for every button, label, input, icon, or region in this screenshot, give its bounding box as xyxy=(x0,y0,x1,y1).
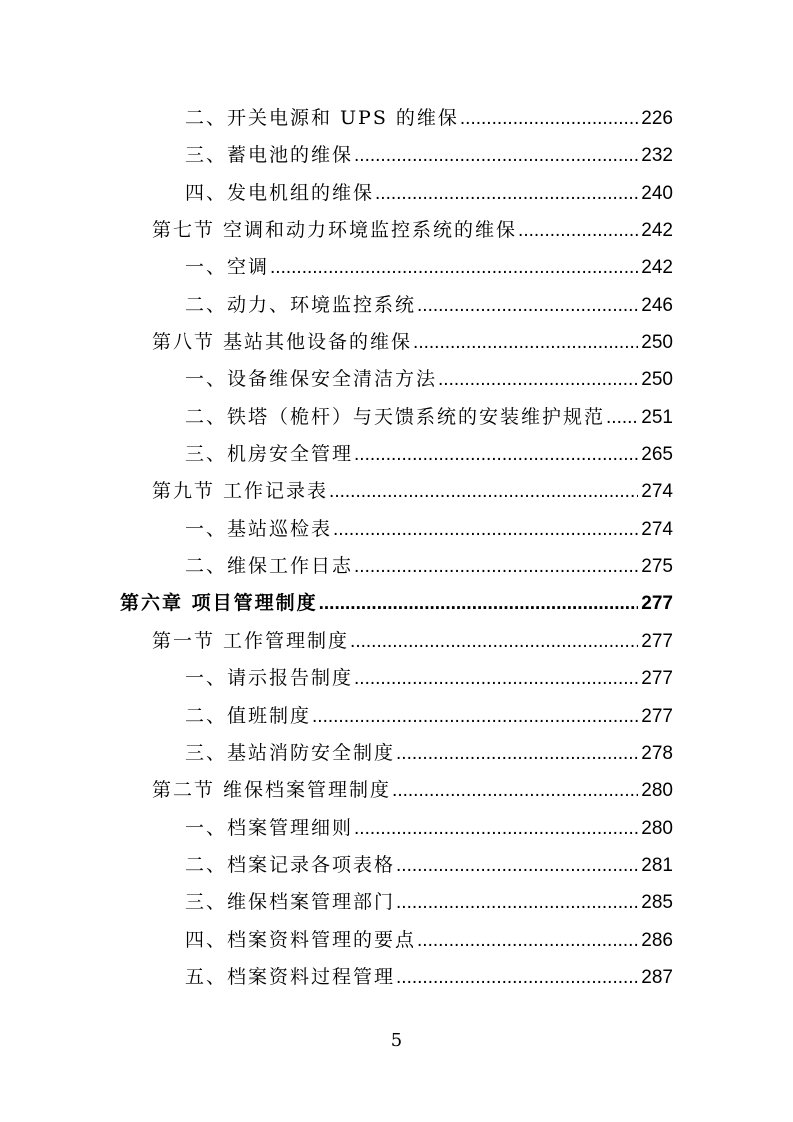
toc-entry-title: 二、档案记录各项表格 xyxy=(185,853,396,876)
toc-entry xyxy=(0,249,793,286)
toc-entry xyxy=(0,959,793,996)
toc-entry xyxy=(0,922,793,959)
toc-entry-title: 一、档案管理细则 xyxy=(185,816,354,839)
toc-entry xyxy=(0,287,793,324)
toc-entry-title: 四、档案资料管理的要点 xyxy=(185,928,417,951)
toc-entry-page: 274 xyxy=(641,481,673,503)
toc-entry xyxy=(0,810,793,847)
toc-dot-leader xyxy=(396,735,638,772)
toc-dot-leader xyxy=(417,922,638,959)
toc-entry-page: 265 xyxy=(641,444,673,466)
toc-entry-page: 232 xyxy=(641,145,673,167)
toc-entry-title: 三、维保档案管理部门 xyxy=(185,891,396,914)
toc-entry-title: 二、开关电源和 UPS 的维保 xyxy=(185,107,459,129)
toc-entry-page: 277 xyxy=(641,668,673,690)
toc-entry-page: 240 xyxy=(641,182,673,204)
toc-entry-title: 二、动力、环境监控系统 xyxy=(185,293,417,316)
toc-entry-page: 280 xyxy=(641,817,673,839)
toc-entry-page: 281 xyxy=(641,854,673,876)
toc-entry-title: 三、基站消防安全制度 xyxy=(185,741,396,764)
toc-entry-title: 三、蓄电池的维保 xyxy=(185,144,354,167)
toc-chapter-title: 第六章 项目管理制度 xyxy=(120,592,318,615)
toc-entry-page: 250 xyxy=(641,369,673,391)
toc-entry xyxy=(0,137,793,174)
toc-dot-leader xyxy=(396,959,638,996)
toc-entry-page: 226 xyxy=(641,108,673,129)
toc-entry-title: 一、基站巡检表 xyxy=(185,517,333,540)
toc-entry-page: 274 xyxy=(641,518,673,540)
toc-entry-page: 250 xyxy=(641,332,673,354)
toc-entry-title: 一、空调 xyxy=(185,256,270,279)
toc-entry-page: 242 xyxy=(641,257,673,279)
toc-entry xyxy=(0,361,793,398)
toc-dot-leader xyxy=(460,100,638,137)
toc-dot-leader xyxy=(354,810,638,847)
toc-dot-leader xyxy=(413,324,638,361)
toc-entry-title: 二、铁塔（桅杆）与天馈系统的安装维护规范 xyxy=(185,405,606,428)
toc-entry xyxy=(0,100,793,137)
toc-entry xyxy=(0,847,793,884)
toc-dot-leader xyxy=(354,137,638,174)
toc-section-entry xyxy=(0,473,793,510)
toc-entry-title: 一、请示报告制度 xyxy=(185,667,354,690)
toc-entry-title: 第二节 维保档案管理制度 xyxy=(152,779,392,802)
page-number: 5 xyxy=(390,1030,403,1051)
toc-entry xyxy=(0,511,793,548)
toc-entry-page: 246 xyxy=(641,294,673,316)
toc-entry xyxy=(0,436,793,473)
toc-dot-leader xyxy=(396,847,638,884)
toc-section-entry xyxy=(0,772,793,809)
toc-dot-leader xyxy=(333,511,638,548)
toc-entry xyxy=(0,175,793,212)
toc-dot-leader xyxy=(606,399,638,436)
toc-entry-page: 242 xyxy=(641,220,673,242)
toc-dot-leader xyxy=(329,473,638,510)
toc-dot-leader xyxy=(354,436,638,473)
toc-entry-page: 277 xyxy=(641,705,673,727)
toc-dot-leader xyxy=(354,660,638,697)
toc-dot-leader xyxy=(270,249,638,286)
toc-chapter-entry xyxy=(0,585,793,622)
toc-entry-page: 251 xyxy=(641,406,673,428)
toc-entry-page: 275 xyxy=(641,556,673,578)
toc-entry-page: 287 xyxy=(641,966,673,988)
toc-entry-page: 285 xyxy=(641,892,673,914)
toc-dot-leader xyxy=(350,623,638,660)
toc-dot-leader xyxy=(319,585,639,622)
toc-dot-leader xyxy=(312,698,638,735)
toc-dot-leader xyxy=(392,772,638,809)
toc-entry-page: 286 xyxy=(641,929,673,951)
toc-entry xyxy=(0,698,793,735)
toc-entry-title: 二、值班制度 xyxy=(185,704,312,727)
toc-dot-leader xyxy=(518,212,638,249)
toc-entry xyxy=(0,735,793,772)
toc-entry-title: 一、设备维保安全清洁方法 xyxy=(185,368,438,391)
toc-entry xyxy=(0,399,793,436)
toc-entry-title: 三、机房安全管理 xyxy=(185,443,354,466)
toc-entry-title: 第八节 基站其他设备的维保 xyxy=(152,331,413,354)
toc-dot-leader xyxy=(375,175,638,212)
toc-entry xyxy=(0,660,793,697)
toc-entry-page: 277 xyxy=(641,593,673,615)
toc-entry-title: 第九节 工作记录表 xyxy=(152,480,329,503)
toc-entry-title: 第七节 空调和动力环境监控系统的维保 xyxy=(152,219,518,242)
toc-entry xyxy=(0,548,793,585)
toc-section-entry xyxy=(0,212,793,249)
toc-dot-leader xyxy=(354,548,638,585)
toc-entry-page: 278 xyxy=(641,742,673,764)
toc-entry-title: 二、维保工作日志 xyxy=(185,555,354,578)
toc-entry-title: 五、档案资料过程管理 xyxy=(185,965,396,988)
toc-dot-leader xyxy=(417,287,638,324)
toc-dot-leader xyxy=(438,361,638,398)
toc-section-entry xyxy=(0,324,793,361)
table-of-contents xyxy=(0,100,793,996)
toc-entry-page: 280 xyxy=(641,780,673,802)
toc-entry-title: 四、发电机组的维保 xyxy=(185,181,375,204)
toc-entry-title: 第一节 工作管理制度 xyxy=(152,629,350,652)
toc-entry xyxy=(0,884,793,921)
toc-section-entry xyxy=(0,623,793,660)
toc-entry-page: 277 xyxy=(641,630,673,652)
toc-dot-leader xyxy=(396,884,638,921)
